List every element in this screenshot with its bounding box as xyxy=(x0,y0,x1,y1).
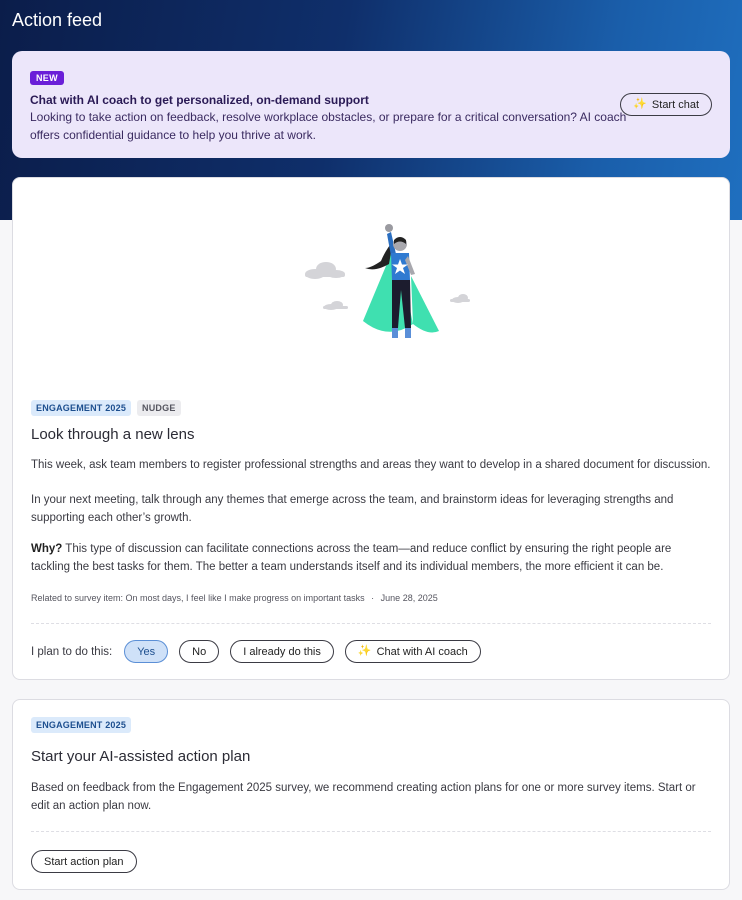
nudge-card xyxy=(12,177,730,680)
why-label: Why? xyxy=(31,543,63,555)
start-action-plan-button[interactable]: Start action plan xyxy=(31,850,137,873)
why-text: This type of discussion can facilitate connections across the team—and reduce conflict by ensuring the right people are tackling the best tasks for them. The better a team understands itself and its individual members, the more efficient it can be. xyxy=(31,543,672,573)
new-badge: NEW xyxy=(30,71,64,85)
action-plan-heading: Start your AI-assisted action plan xyxy=(31,748,251,765)
related-item-text: Related to survey item: On most days, I feel like I make progress on important tasks xyxy=(31,593,365,603)
action-plan-divider xyxy=(31,831,711,832)
plan-options-row xyxy=(31,640,481,663)
action-plan-card xyxy=(12,699,730,890)
nudge-date: June 28, 2025 xyxy=(380,593,438,603)
nudge-paragraph-1: This week, ask team members to register professional strengths and areas they want to develop in a shared document for discussion. xyxy=(31,459,711,471)
engagement-tag: ENGAGEMENT 2025 xyxy=(31,717,131,733)
yes-option-button[interactable]: Yes xyxy=(124,640,168,663)
nudge-paragraph-2: In your next meeting, talk through any themes that emerge across the team, and brainstorm ideas for leveraging strengths and supporting each other’s growth. xyxy=(31,494,674,524)
chat-with-ai-coach-button[interactable] xyxy=(345,640,481,663)
engagement-tag: ENGAGEMENT 2025 xyxy=(31,400,131,416)
plan-label: I plan to do this: xyxy=(31,645,113,658)
nudge-tag: NUDGE xyxy=(137,400,181,416)
action-plan-description: Based on feedback from the Engagement 2025 survey, we recommend creating action plans for one or more survey items. Start or edit an action plan now. xyxy=(31,782,696,812)
superhero-illustration xyxy=(293,216,473,356)
banner-description: Looking to take action on feedback, resolve workplace obstacles, or prepare for a critical conversation? AI coach offers confidential guidance to help you thrive at work. xyxy=(30,110,627,142)
sparkle-icon: ✨ xyxy=(357,645,372,657)
banner-title: Chat with AI coach to get personalized, on-demand support xyxy=(30,93,369,107)
start-chat-label: Start chat xyxy=(651,98,699,111)
nudge-tags xyxy=(31,400,181,416)
ai-coach-banner xyxy=(12,51,730,158)
start-chat-button[interactable] xyxy=(620,93,712,116)
page-title: Action feed xyxy=(12,10,103,30)
nudge-why-paragraph xyxy=(31,540,711,576)
sparkle-icon: ✨ xyxy=(633,98,647,110)
chat-with-ai-coach-label: Chat with AI coach xyxy=(376,645,468,658)
nudge-divider xyxy=(31,623,711,624)
meta-separator: · xyxy=(371,593,375,603)
no-option-button[interactable]: No xyxy=(179,640,219,663)
related-survey-item xyxy=(31,593,438,603)
action-plan-tags xyxy=(31,717,131,733)
nudge-heading: Look through a new lens xyxy=(31,426,195,443)
already-do-this-button[interactable]: I already do this xyxy=(230,640,334,663)
